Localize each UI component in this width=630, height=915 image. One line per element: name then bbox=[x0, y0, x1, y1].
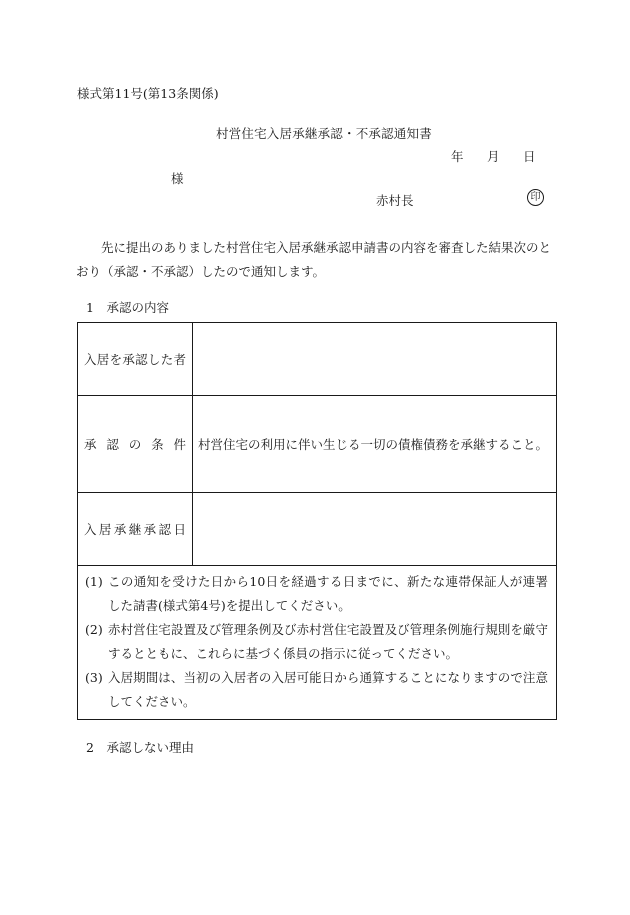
table-row-notes bbox=[78, 566, 557, 720]
row-label-conditions: 承 認 の 条 件 bbox=[78, 396, 193, 493]
table-row bbox=[78, 323, 557, 396]
seal-mark: 印 bbox=[527, 189, 544, 206]
row-value-approved-person bbox=[193, 323, 557, 396]
table-row bbox=[78, 396, 557, 493]
date-month: 月 bbox=[487, 149, 500, 164]
issuer-name: 赤村長 bbox=[376, 193, 414, 208]
document-title: 村営住宅入居承継承認・不承認通知書 bbox=[216, 126, 432, 141]
notes-cell bbox=[78, 566, 557, 720]
approval-table bbox=[77, 322, 557, 720]
body-paragraph: 先に提出のありました村営住宅入居承継承認申請書の内容を審査した結果次のとおり（承認・不承認）したので通知します。 bbox=[76, 240, 552, 279]
section-2-title: 2 承認しない理由 bbox=[86, 740, 194, 755]
row-value-approval-date bbox=[193, 493, 557, 566]
note-item: (2) 赤村営住宅設置及び管理条例及び赤村営住宅設置及び管理条例施行規則を厳守するとともに、これらに基づく係員の指示に従ってください。 bbox=[85, 622, 548, 661]
date-year: 年 bbox=[451, 149, 464, 164]
row-label-approval-date: 入 居 承 継 承 認 日 bbox=[78, 493, 193, 566]
form-number: 様式第11号(第13条関係) bbox=[77, 86, 219, 101]
note-item: (3) 入居期間は、当初の入居者の入居可能日から通算することになりますので注意してください。 bbox=[85, 670, 548, 709]
addressee-suffix: 様 bbox=[171, 171, 184, 186]
row-label-approved-person: 入 居 を 承 認 し た 者 bbox=[78, 323, 193, 396]
row-value-conditions: 村営住宅の利用に伴い生じる一切の債権債務を承継すること。 bbox=[193, 396, 557, 493]
note-item: (1) この通知を受けた日から10日を経過する日までに、新たな連帯保証人が連署した請書(様式第4号)を提出してください。 bbox=[85, 574, 548, 613]
date-day: 日 bbox=[523, 149, 536, 164]
section-1-title: 1 承認の内容 bbox=[86, 300, 169, 315]
date-line bbox=[451, 147, 536, 165]
table-row bbox=[78, 493, 557, 566]
